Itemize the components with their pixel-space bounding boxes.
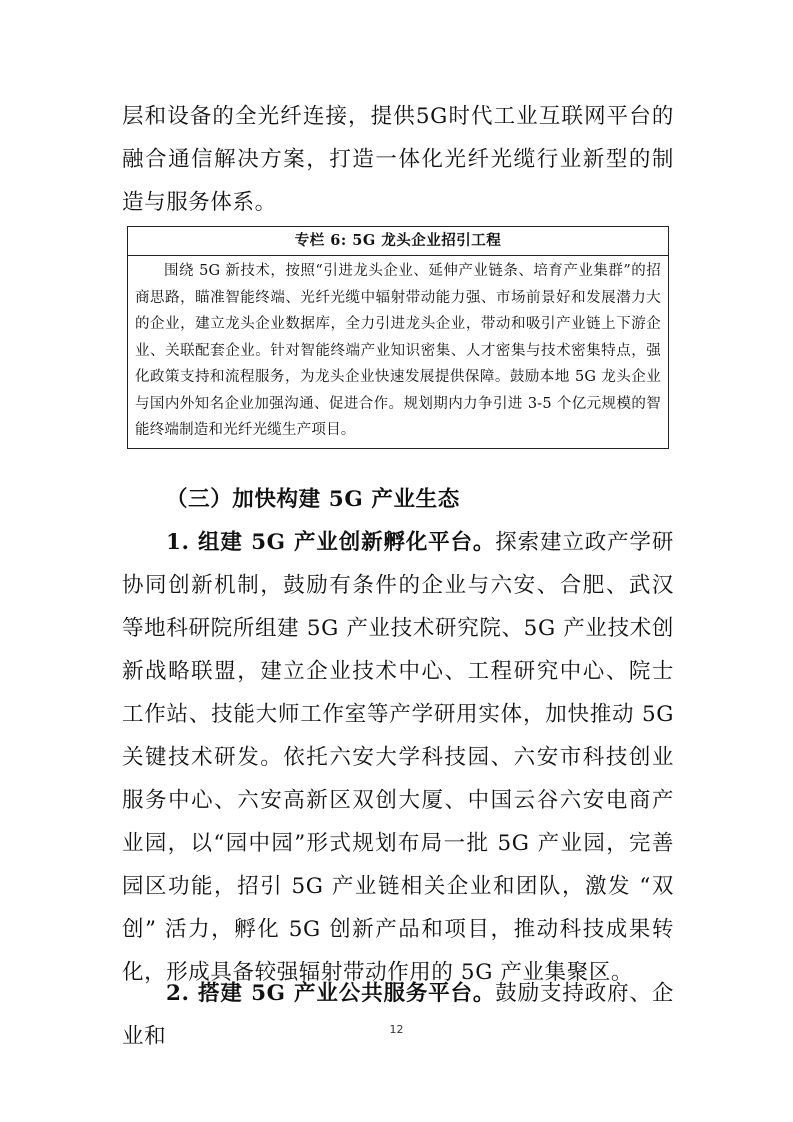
intro-paragraph: 层和设备的全光纤连接，提供5G时代工业互联网平台的融合通信解决方案，打造一体化光纤光缆行业新型的制造与服务体系。	[122, 104, 674, 215]
item1-text: 探索建立政产学研协同创新机制，鼓励有条件的企业与六安、合肥、武汉等地科研院所组建 5G 产业技术研究院、5G 产业技术创新战略联盟，建立企业技术中心、工程研究中心、院士工作站、技能大师工作室等产学研用实体，加快推动 5G 关键技术研发。依托六安大学科技园、六安市科技创业服务中心、六安高新区双创大厦、中国云谷六安电商产业园，以“园中园”形式规划布局一批 5G 产业园，完善园区功能，招引 5G 产业链相关企业和团队，激发 “双创” 活力，孵化 5G 创新产品和项目，推动科技成果转化，形成具备较强辐射带动作用的 5G 产业集聚区。	[122, 530, 674, 985]
item2-lead: 2. 搭建 5G 产业公共服务平台。	[166, 981, 496, 1006]
feature-box-body: 围绕 5G 新技术，按照“引进龙头企业、延伸产业链条、培育产业集群”的招商思路，瞄准智能终端、光纤光缆中辐射带动能力强、市场前景好和发展潜力大的企业，建立龙头企业数据库，全力引进龙头企业，带动和吸引产业链上下游企业、关联配套企业。针对智能终端产业知识密集、人才密集与技术密集特点，强化政策支持和流程服务，为龙头企业快速发展提供保障。鼓励本地 5G 龙头企业与国内外知名企业加强沟通、促进合作。规划期内力争引进 3-5 个亿元规模的智能终端制造和光纤光缆生产项目。	[135, 263, 661, 438]
item2-paragraph	[122, 972, 674, 1058]
item1-paragraph	[122, 521, 674, 994]
feature-box-title: 专栏 6: 5G 龙头企业招引工程	[128, 227, 668, 256]
section-heading: （三）加快构建 5G 产业生态	[166, 487, 460, 512]
item2-text: 鼓励支持政府、企业和	[122, 981, 674, 1049]
page-number: 12	[389, 1023, 404, 1036]
item1-lead: 1. 组建 5G 产业创新孵化平台。	[166, 530, 496, 555]
feature-box	[127, 226, 669, 449]
